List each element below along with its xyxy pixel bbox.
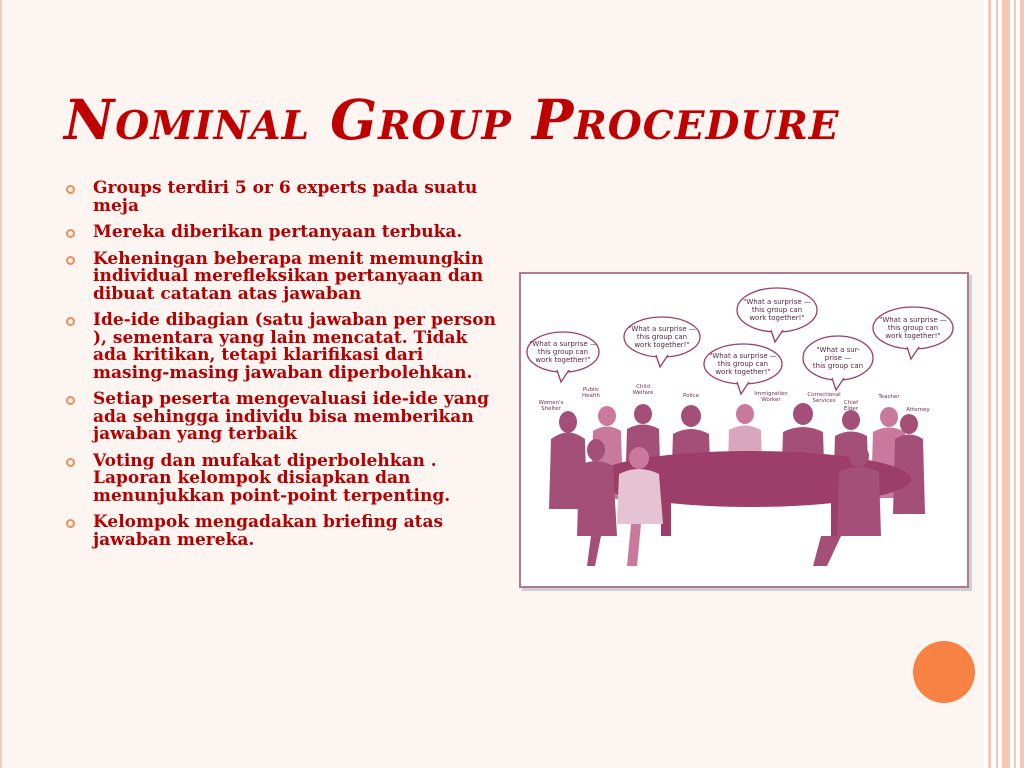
person-head [587, 439, 605, 461]
speech-bubble-text: this group can [537, 348, 589, 356]
speech-bubble-text: this group can [751, 306, 803, 314]
role-label: Police [683, 393, 699, 399]
person-head [629, 447, 649, 469]
role-label: Teacher [878, 394, 900, 400]
speech-bubble-tail [832, 378, 844, 390]
bullet-list [64, 180, 504, 558]
stripe [996, 0, 998, 768]
person-body [577, 461, 617, 536]
role-label: Attorney [906, 407, 930, 413]
meeting-illustration [519, 272, 969, 588]
person-head [634, 404, 652, 424]
bullet-text: Ide-ide dibagian (satu jawaban per person ), sementara yang lain mencatat. Tidak ada kritikan, tetapi klarifikasi dari masing-masing jawaban diperbolehkan. [93, 310, 496, 383]
person-legs [813, 536, 841, 566]
bullet-ring-icon [66, 229, 75, 238]
speech-bubble-text: work together!" [535, 356, 591, 364]
bullet-item [64, 248, 504, 304]
speech-bubble-text: prise — [824, 354, 852, 362]
person-head [598, 406, 616, 426]
speech-bubble-tail [907, 347, 919, 359]
bullet-ring-icon [66, 317, 75, 326]
bullet-item [64, 514, 504, 549]
stripe [1020, 0, 1024, 768]
speech-bubble-tail [656, 355, 668, 367]
bullet-ring-icon [66, 256, 75, 265]
role-label: Child [636, 384, 650, 390]
person-legs [627, 524, 641, 566]
bullet-text: Voting dan mufakat diperbolehkan . Laporan kelompok disiapkan dan menunjukkan point-point terpenting. [93, 450, 451, 506]
role-label: Chief [843, 400, 859, 406]
decorative-circle [913, 641, 975, 703]
person-head [842, 410, 860, 430]
bullet-ring-icon [66, 396, 75, 405]
role-label: Services [812, 398, 836, 404]
role-label: Women's [538, 400, 564, 406]
person-body [617, 469, 663, 524]
role-label: Welfare [632, 390, 654, 396]
role-label: Shelter [541, 406, 561, 412]
speech-bubble-text: "What a surprise — [709, 352, 777, 360]
table-leg [661, 496, 671, 536]
person-head [559, 411, 577, 433]
bullet-ring-icon [66, 519, 75, 528]
role-label: Immigration [754, 391, 788, 397]
speech-bubble-text: work together!" [634, 341, 690, 349]
speech-bubble-tail [557, 370, 569, 382]
bullet-ring-icon [66, 458, 75, 467]
speech-bubble-text: this group can [636, 333, 688, 341]
person-head [880, 407, 898, 427]
bullet-item [64, 391, 504, 444]
speech-bubble-tail [737, 382, 749, 394]
bullet-ring-icon [66, 185, 75, 194]
bullet-item [64, 180, 504, 215]
speech-bubble-text: this group can [812, 362, 864, 370]
bullet-item [64, 450, 504, 506]
slide-title: Nominal Group Procedure [64, 87, 840, 152]
bullet-text: Mereka diberikan pertanyaan terbuka. [93, 222, 463, 242]
speech-bubbles [527, 288, 953, 394]
speech-bubble-text: this group can [887, 324, 939, 332]
person-head [736, 404, 754, 424]
speech-bubble-tail [771, 330, 783, 342]
role-label: Elder [843, 406, 859, 412]
person-head [849, 445, 869, 467]
person-body [837, 467, 881, 536]
speech-bubble-text: "What a sur- [816, 346, 860, 354]
person-legs [587, 536, 601, 566]
bullet-item [64, 312, 504, 382]
role-label: Public [582, 387, 600, 393]
person-head [681, 405, 701, 427]
meeting-scene [521, 274, 967, 586]
person-head [793, 403, 813, 425]
speech-bubble-text: this group can [717, 360, 769, 368]
bullet-text: Groups terdiri 5 or 6 experts pada suatu meja [93, 178, 478, 216]
bullet-text: Kelompok mengadakan briefing atas jawaban mereka. [93, 512, 444, 550]
speech-bubble-text: "What a surprise — [628, 325, 696, 333]
stripe [1014, 0, 1016, 768]
stripe [988, 0, 991, 768]
speech-bubble-text: work together!" [715, 368, 771, 376]
speech-bubble-text: "What a surprise — [879, 316, 947, 324]
role-label: Correctional [807, 392, 841, 398]
role-label: Health [581, 393, 601, 399]
bullet-item [64, 224, 504, 242]
role-label: Worker [761, 397, 781, 403]
speech-bubble-text: work together!" [885, 332, 941, 340]
person-head [900, 414, 918, 434]
bullet-text: Setiap peserta mengevaluasi ide-ide yang ada sehingga individu bisa memberikan jawaban yang terbaik [93, 389, 490, 444]
decorative-stripes [984, 0, 1024, 768]
role-labels [538, 384, 930, 413]
bullet-text: Keheningan beberapa menit memungkin individual merefleksikan pertanyaan dan dibuat catatan atas jawaban [93, 248, 484, 304]
stripe [1002, 0, 1010, 768]
speech-bubble-text: work together!" [749, 314, 805, 322]
speech-bubble-text: "What a surprise — [743, 298, 811, 306]
speech-bubble-text: "What a surprise — [529, 340, 597, 348]
